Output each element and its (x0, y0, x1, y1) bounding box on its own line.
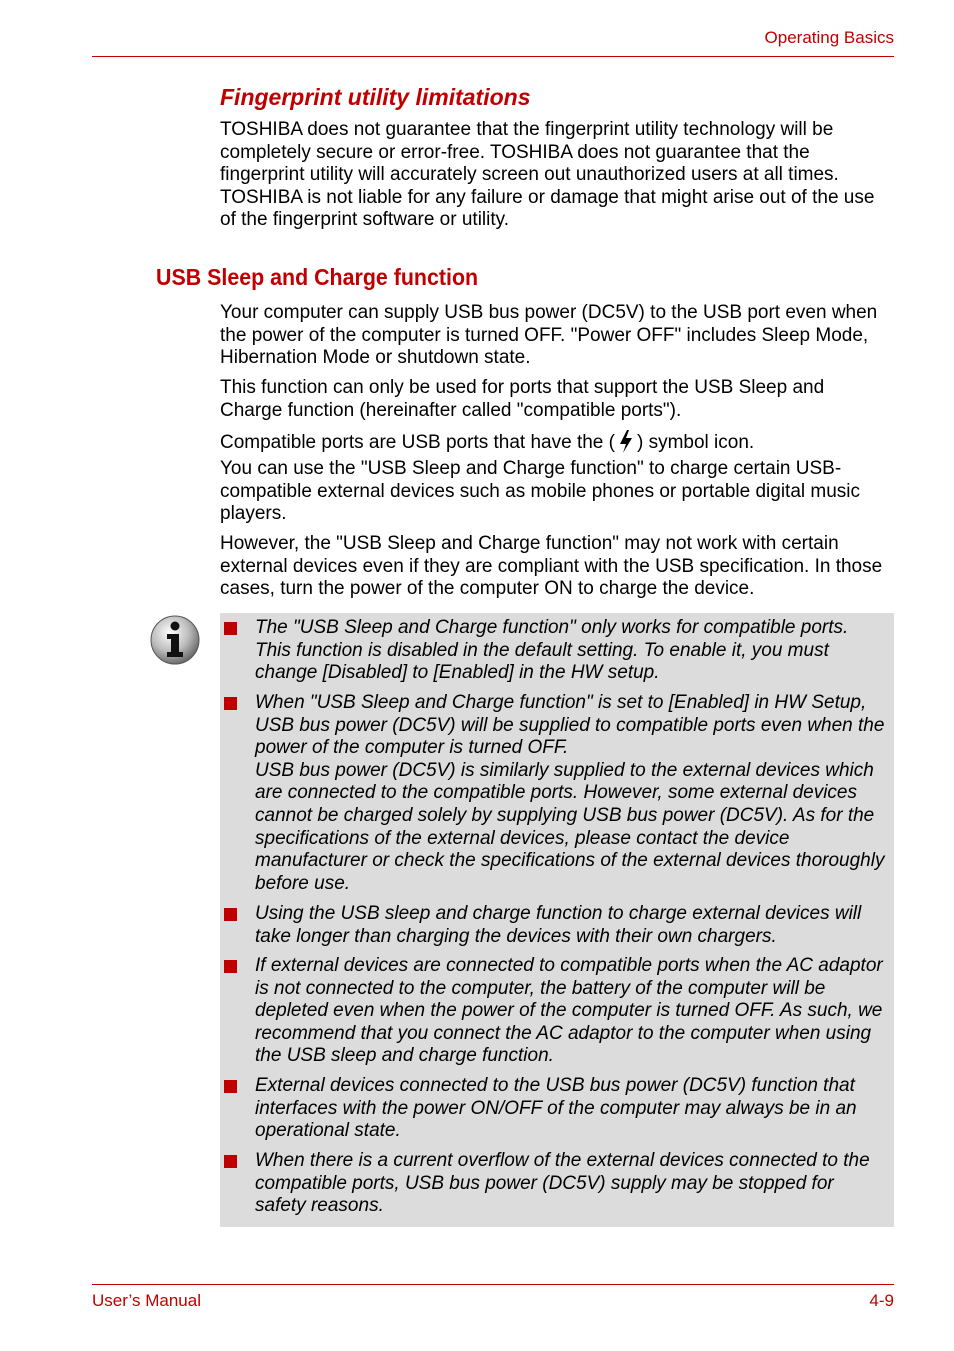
usb-paragraph-3-end: ) symbol icon. (636, 432, 755, 453)
bullet-square-icon (224, 908, 237, 921)
usb-paragraph-5: However, the "USB Sleep and Charge function" may not work with certain external devices even if they are compliant with the USB specification. In those cases, turn the power of the computer ON to charge the device. (220, 533, 883, 600)
note-item (255, 955, 889, 1068)
note-item (255, 903, 889, 948)
running-header: Operating Basics (764, 28, 894, 47)
note-box (220, 613, 894, 1227)
note-item (255, 692, 889, 895)
usb-section-heading: USB Sleep and Charge function (156, 264, 479, 290)
note-text: External devices connected to the USB bus power (DC5V) function that interfaces with the power ON/OFF of the computer may always be in an operational state. (255, 1075, 857, 1142)
usb-sleep-charge-icon (615, 429, 637, 455)
note-text: When "USB Sleep and Charge function" is set to [Enabled] in HW Setup, USB bus power (DC5V) will be supplied to compatible ports even when the power of the computer is turned OFF. (255, 692, 885, 759)
note-text: Using the USB sleep and charge function to charge external devices will take longer than charging the devices with their own chargers. (255, 903, 862, 947)
note-text: The "USB Sleep and Charge function" only works for compatible ports. This function is disabled in the default setting. To enable it, you must change [Disabled] to [Enabled] in the HW setup. (255, 617, 849, 684)
note-text: When there is a current overflow of the external devices connected to the compatible ports, USB bus power (DC5V) supply may be stopped for safety reasons. (255, 1150, 870, 1217)
bullet-square-icon (224, 1155, 237, 1168)
note-item (255, 617, 889, 685)
bullet-square-icon (224, 622, 237, 635)
footer-rule (92, 1284, 894, 1285)
note-item (255, 1150, 889, 1218)
usb-paragraph-4: You can use the "USB Sleep and Charge function" to charge certain USB-compatible external devices such as mobile phones or portable digital music players. (220, 458, 861, 525)
note-text-continued: USB bus power (DC5V) is similarly supplied to the external devices which are connected to the compatible ports. However, some external devices cannot be charged solely by supplying USB bus power (DC5V). As for the specifications of the external devices, please contact the device manufacturer or check the specifications of the external devices thoroughly before use. (255, 759, 885, 894)
note-text: If external devices are connected to compatible ports when the AC adaptor is not connected to the computer, the battery of the computer will be depleted even when the power of the computer is turned OFF. As such, we recommend that you connect the AC adaptor to the computer when using the USB sleep and charge function. (255, 955, 883, 1067)
bullet-square-icon (224, 960, 237, 973)
usb-paragraph-3 (220, 429, 890, 455)
usb-paragraph-3-start: Compatible ports are USB ports that have the ( (220, 432, 615, 453)
header-rule (92, 56, 894, 57)
fingerprint-heading: Fingerprint utility limitations (220, 84, 531, 110)
bullet-square-icon (224, 697, 237, 710)
usb-paragraph-1: Your computer can supply USB bus power (DC5V) to the USB port even when the power of the computer is turned OFF. "Power OFF" includes Sleep Mode, Hibernation Mode or shutdown state. (220, 302, 878, 369)
usb-paragraph-2: This function can only be used for ports that support the USB Sleep and Charge function (hereinafter called "compatible ports"). (220, 377, 825, 421)
note-item (255, 1075, 889, 1143)
bullet-square-icon (224, 1080, 237, 1093)
footer-manual-title: User’s Manual (92, 1291, 201, 1310)
page-number: 4-9 (869, 1291, 894, 1310)
info-icon (150, 615, 200, 665)
fingerprint-paragraph: TOSHIBA does not guarantee that the fingerprint utility technology will be completely secure or error-free. TOSHIBA does not guarantee that the fingerprint utility will accurately screen out unauthorized users at all times. TOSHIBA is not liable for any failure or damage that might arise out of the use of the fingerprint software or utility. (220, 119, 875, 231)
